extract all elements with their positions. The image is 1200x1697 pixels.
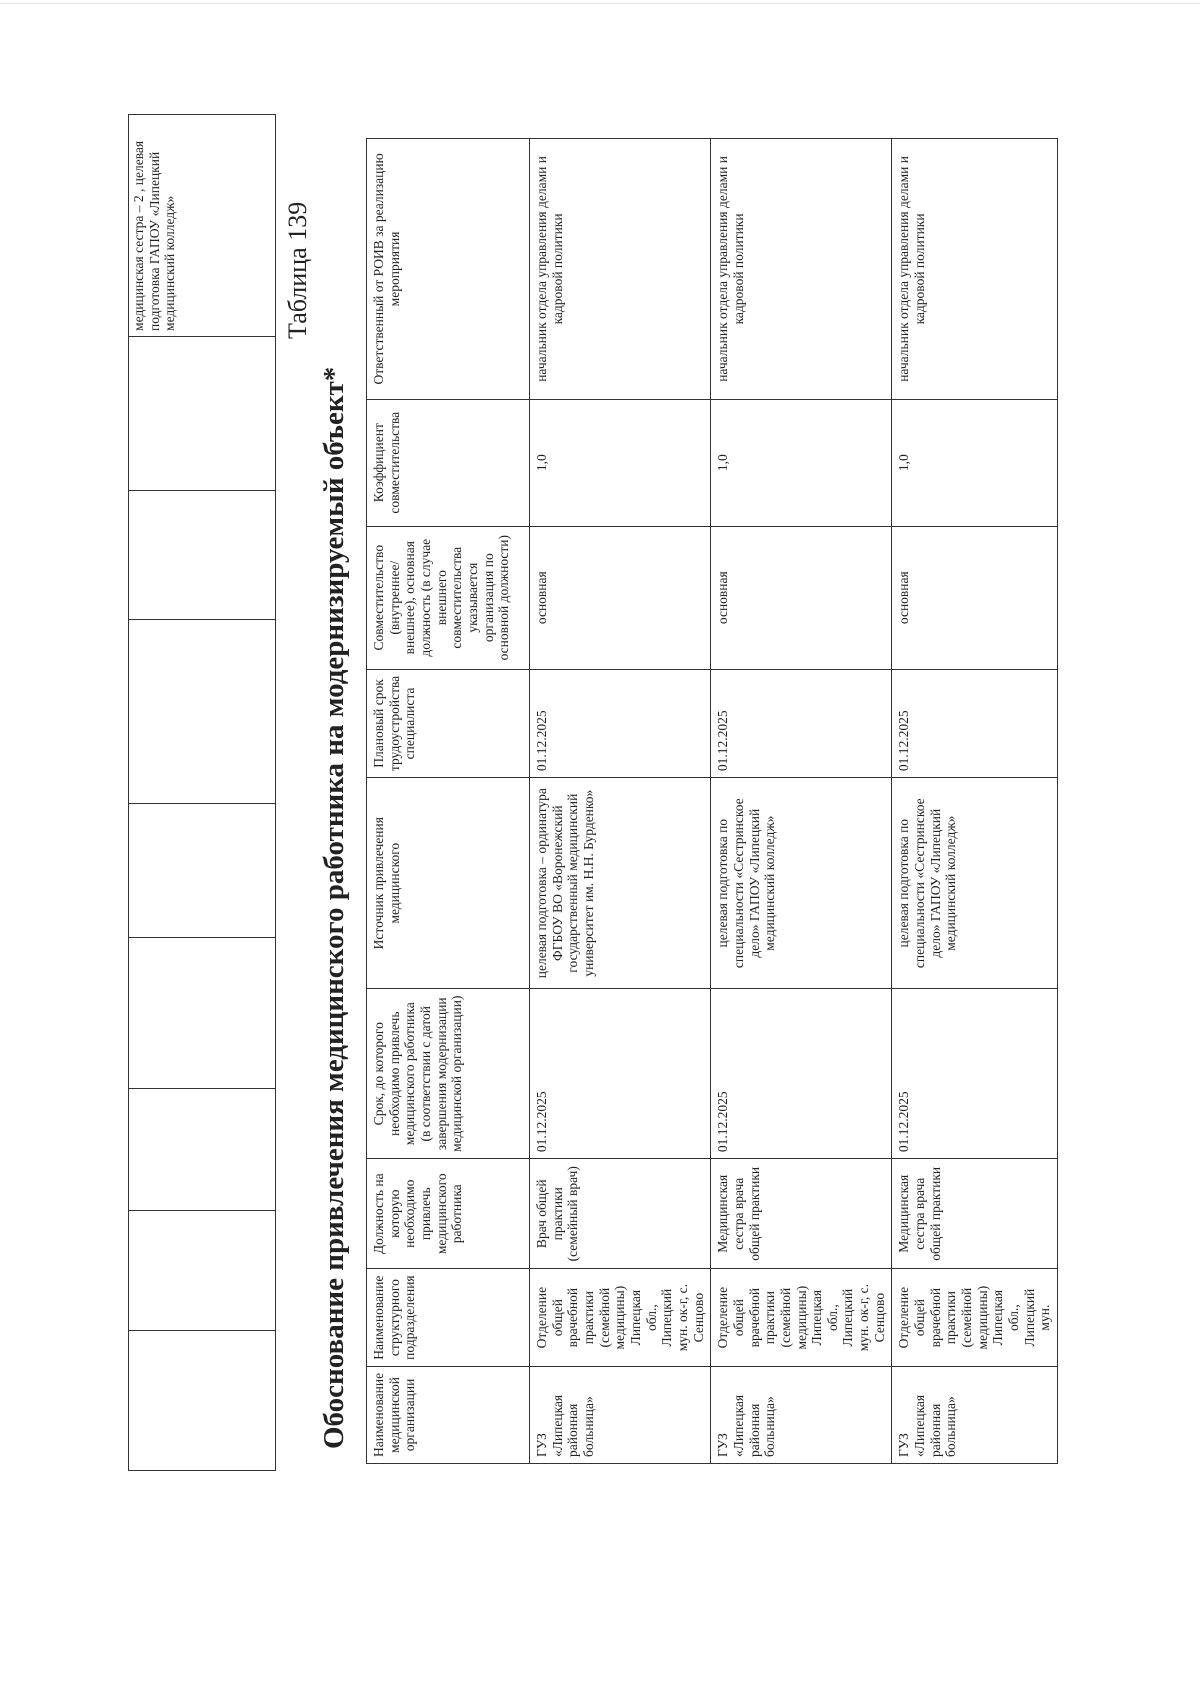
cell-combination: основная	[711, 526, 892, 669]
cell-org: ГУЗ «Липецкая районная больница»	[530, 1366, 711, 1463]
prev-cell	[129, 1089, 276, 1211]
cell-combination: основная	[892, 526, 1058, 669]
col-header-combination: Совместительство (внутреннее/внешнее), основная должность (в случае внешнего совместительства указывается организация по основной должности)	[367, 526, 530, 669]
cell-position: Врач общей практики (семейный врач)	[530, 1159, 711, 1269]
header-row	[367, 139, 530, 1464]
cell-responsible: начальник отдела управления делами и кадровой политики	[711, 139, 892, 400]
cell-deadline: 01.12.2025	[711, 989, 892, 1159]
cell-unit: Отделение общей врачебной практики (семейной медицины) Липецкая обл., Липецкий мун.	[892, 1269, 1058, 1367]
col-header-responsible: Ответственный от РОИВ за реализацию мероприятия	[367, 139, 530, 400]
col-header-deadline: Срок, до которого необходимо привлечь медицинского работника (в соответствии с датой завершения модернизации медицинской организации)	[367, 989, 530, 1159]
col-header-source: Источник привлечения медицинского	[367, 778, 530, 989]
prev-cell	[129, 1331, 276, 1471]
cell-source: целевая подготовка по специальности «Сестринское дело» ГАПОУ «Липецкий медицинский колледж»	[892, 778, 1058, 989]
document-title: Обоснование привлечения медицинского работника на модернизируемый объект*	[318, 366, 350, 1449]
cell-deadline: 01.12.2025	[892, 989, 1058, 1159]
cell-planned-date: 01.12.2025	[711, 669, 892, 777]
cell-planned-date: 01.12.2025	[892, 669, 1058, 777]
cell-coefficient: 1,0	[711, 399, 892, 526]
cell-source: целевая подготовка по специальности «Сестринское дело» ГАПОУ «Липецкий медицинский колледж»	[711, 778, 892, 989]
main-table	[366, 138, 1058, 1464]
prev-cell	[129, 619, 276, 803]
cell-org: ГУЗ «Липецкая районная больница»	[892, 1366, 1058, 1463]
cell-deadline: 01.12.2025	[530, 989, 711, 1159]
table-number: Таблица 139	[283, 201, 312, 339]
cell-org: ГУЗ «Липецкая районная больница»	[711, 1366, 892, 1463]
previous-table-fragment	[128, 114, 276, 1471]
cell-position: Медицинская сестра врача общей практики	[892, 1159, 1058, 1269]
prev-cell	[129, 490, 276, 619]
cell-planned-date: 01.12.2025	[530, 669, 711, 777]
table-row	[530, 139, 711, 1464]
col-header-coefficient: Коэффициент совместительства	[367, 399, 530, 526]
col-header-unit: Наименование структурного подразделения	[367, 1269, 530, 1367]
table-row	[711, 139, 892, 1464]
prev-cell	[129, 938, 276, 1089]
col-header-org: Наименование медицинской организации	[367, 1366, 530, 1463]
cell-source: целевая подготовка – ординатура ФГБОУ ВО «Воронежский государственный медицинский университет им. Н.Н. Бурденко»	[530, 778, 711, 989]
prev-cell-last: медицинская сестра – 2 , целевая подготовка ГАПОУ «Липецкий медицинский колледж»	[129, 115, 276, 337]
cell-combination: основная	[530, 526, 711, 669]
cell-responsible: начальник отдела управления делами и кадровой политики	[530, 139, 711, 400]
cell-coefficient: 1,0	[892, 399, 1058, 526]
cell-unit: Отделение общей врачебной практики (семейной медицины) Липецкая обл., Липецкий мун. ок-г, с. Сенцово	[711, 1269, 892, 1367]
col-header-position: Должность на которую необходимо привлечь медицинского работника	[367, 1159, 530, 1269]
prev-cell	[129, 803, 276, 938]
cell-unit: Отделение общей врачебной практики (семейной медицины) Липецкая обл., Липецкий мун. ок-г, с. Сенцово	[530, 1269, 711, 1367]
cell-responsible: начальник отдела управления делами и кадровой политики	[892, 139, 1058, 400]
prev-cell	[129, 1211, 276, 1331]
table-row	[892, 139, 1058, 1464]
prev-cell	[129, 336, 276, 490]
cell-coefficient: 1,0	[530, 399, 711, 526]
col-header-planned-date: Плановый срок трудоустройства специалиста	[367, 669, 530, 777]
cell-position: Медицинская сестра врача общей практики	[711, 1159, 892, 1269]
